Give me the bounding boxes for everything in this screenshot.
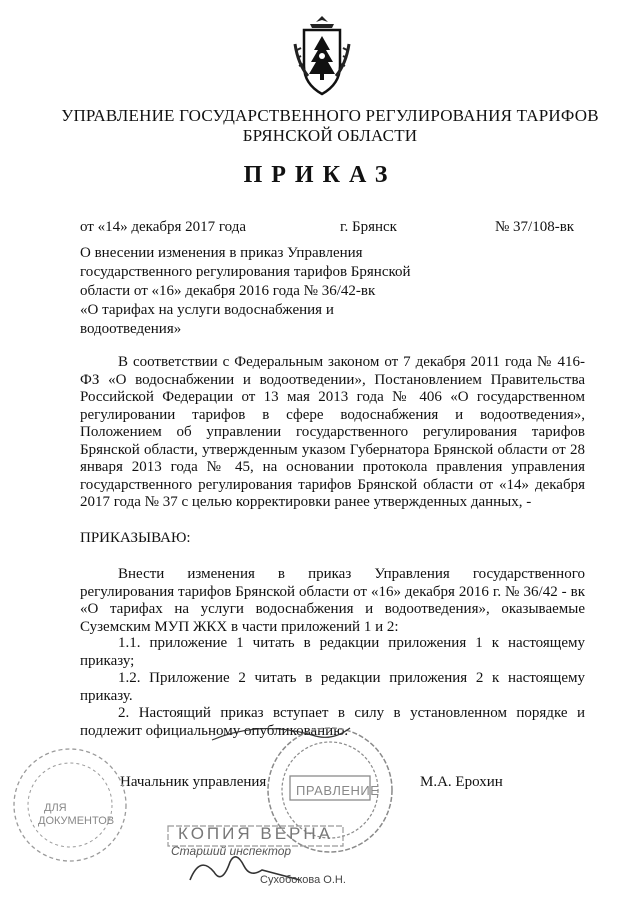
- subject-line: области от «16» декабря 2016 года № 36/42-вк: [80, 283, 376, 299]
- order-word: ПРИКАЗЫВАЮ:: [80, 530, 191, 546]
- subject-line: государственного регулирования тарифов Брянской: [80, 264, 411, 280]
- document-title: ПРИКАЗ: [243, 162, 397, 188]
- order-paragraph-1: Внести изменения в приказ Управления государственного регулирования тарифов Брянской области от «16» декабря 2016 г. № 36/42 - вк «О тарифах на услуги водоснабжения и водоотведения», оказываемые Суземским МУП ЖКХ в части приложений 1 и 2:: [80, 566, 585, 635]
- org-name-line1: УПРАВЛЕНИЕ ГОСУДАРСТВЕННОГО РЕГУЛИРОВАНИЯ ТАРИФОВ: [61, 106, 599, 125]
- round-stamp-left-line1: ДЛЯ: [44, 802, 67, 814]
- signatory-position: Начальник управления: [120, 774, 267, 790]
- org-name-line2: БРЯНСКОЙ ОБЛАСТИ: [242, 126, 418, 145]
- round-stamp-left-line2: ДОКУМЕНТОВ: [38, 815, 115, 827]
- order-city: г. Брянск: [340, 219, 397, 235]
- round-stamp-left: [14, 749, 126, 861]
- copy-stamp-title: КОПИЯ ВЕРНА: [178, 824, 334, 843]
- order-subject: [80, 244, 420, 339]
- subject-line: О внесении изменения в приказ Управления: [80, 245, 363, 261]
- order-item-2: 2. Настоящий приказ вступает в силу в установленном порядке и подлежит официальному опубликованию.: [80, 705, 585, 739]
- copy-stamp-name: Сухобокова О.Н.: [260, 874, 346, 886]
- order-date: от «14» декабря 2017 года: [80, 219, 247, 235]
- subject-line: «О тарифах на услуги водоснабжения и: [80, 302, 334, 318]
- copy-stamp-position: Старший инспектор: [171, 844, 292, 858]
- order-item-1-2: 1.2. Приложение 2 читать в редакции приложения 2 к настоящему приказу.: [80, 670, 585, 704]
- coat-of-arms-icon: [292, 14, 352, 98]
- signatory-name: М.А. Ерохин: [420, 774, 503, 790]
- order-item-1-1: 1.1. приложение 1 читать в редакции приложения 1 к настоящему приказу;: [80, 635, 585, 669]
- subject-line: водоотведения»: [80, 321, 182, 337]
- order-number: № 37/108-вк: [495, 219, 575, 235]
- preamble-paragraph: В соответствии с Федеральным законом от 7 декабря 2011 года № 416-ФЗ «О водоснабжении и водоотведении», Постановлением Правительства Российской Федерации от 13 мая 2013 года № 406 «О государственном регулировании тарифов в сфере водоснабжения и водоотведения», Положением об управлении государственного регулирования тарифов Брянской области, утвержденным указом Губернатора Брянской области от 28 января 2013 года № 45, на основании протокола правления управления государственного регулирования тарифов Брянской области от «14» декабря 2017 года № 37 с целью корректировки ранее утвержденных данных, -: [80, 354, 585, 510]
- round-stamp-label: ПРАВЛЕНИЕ: [296, 783, 380, 798]
- copy-stamp: [168, 824, 348, 896]
